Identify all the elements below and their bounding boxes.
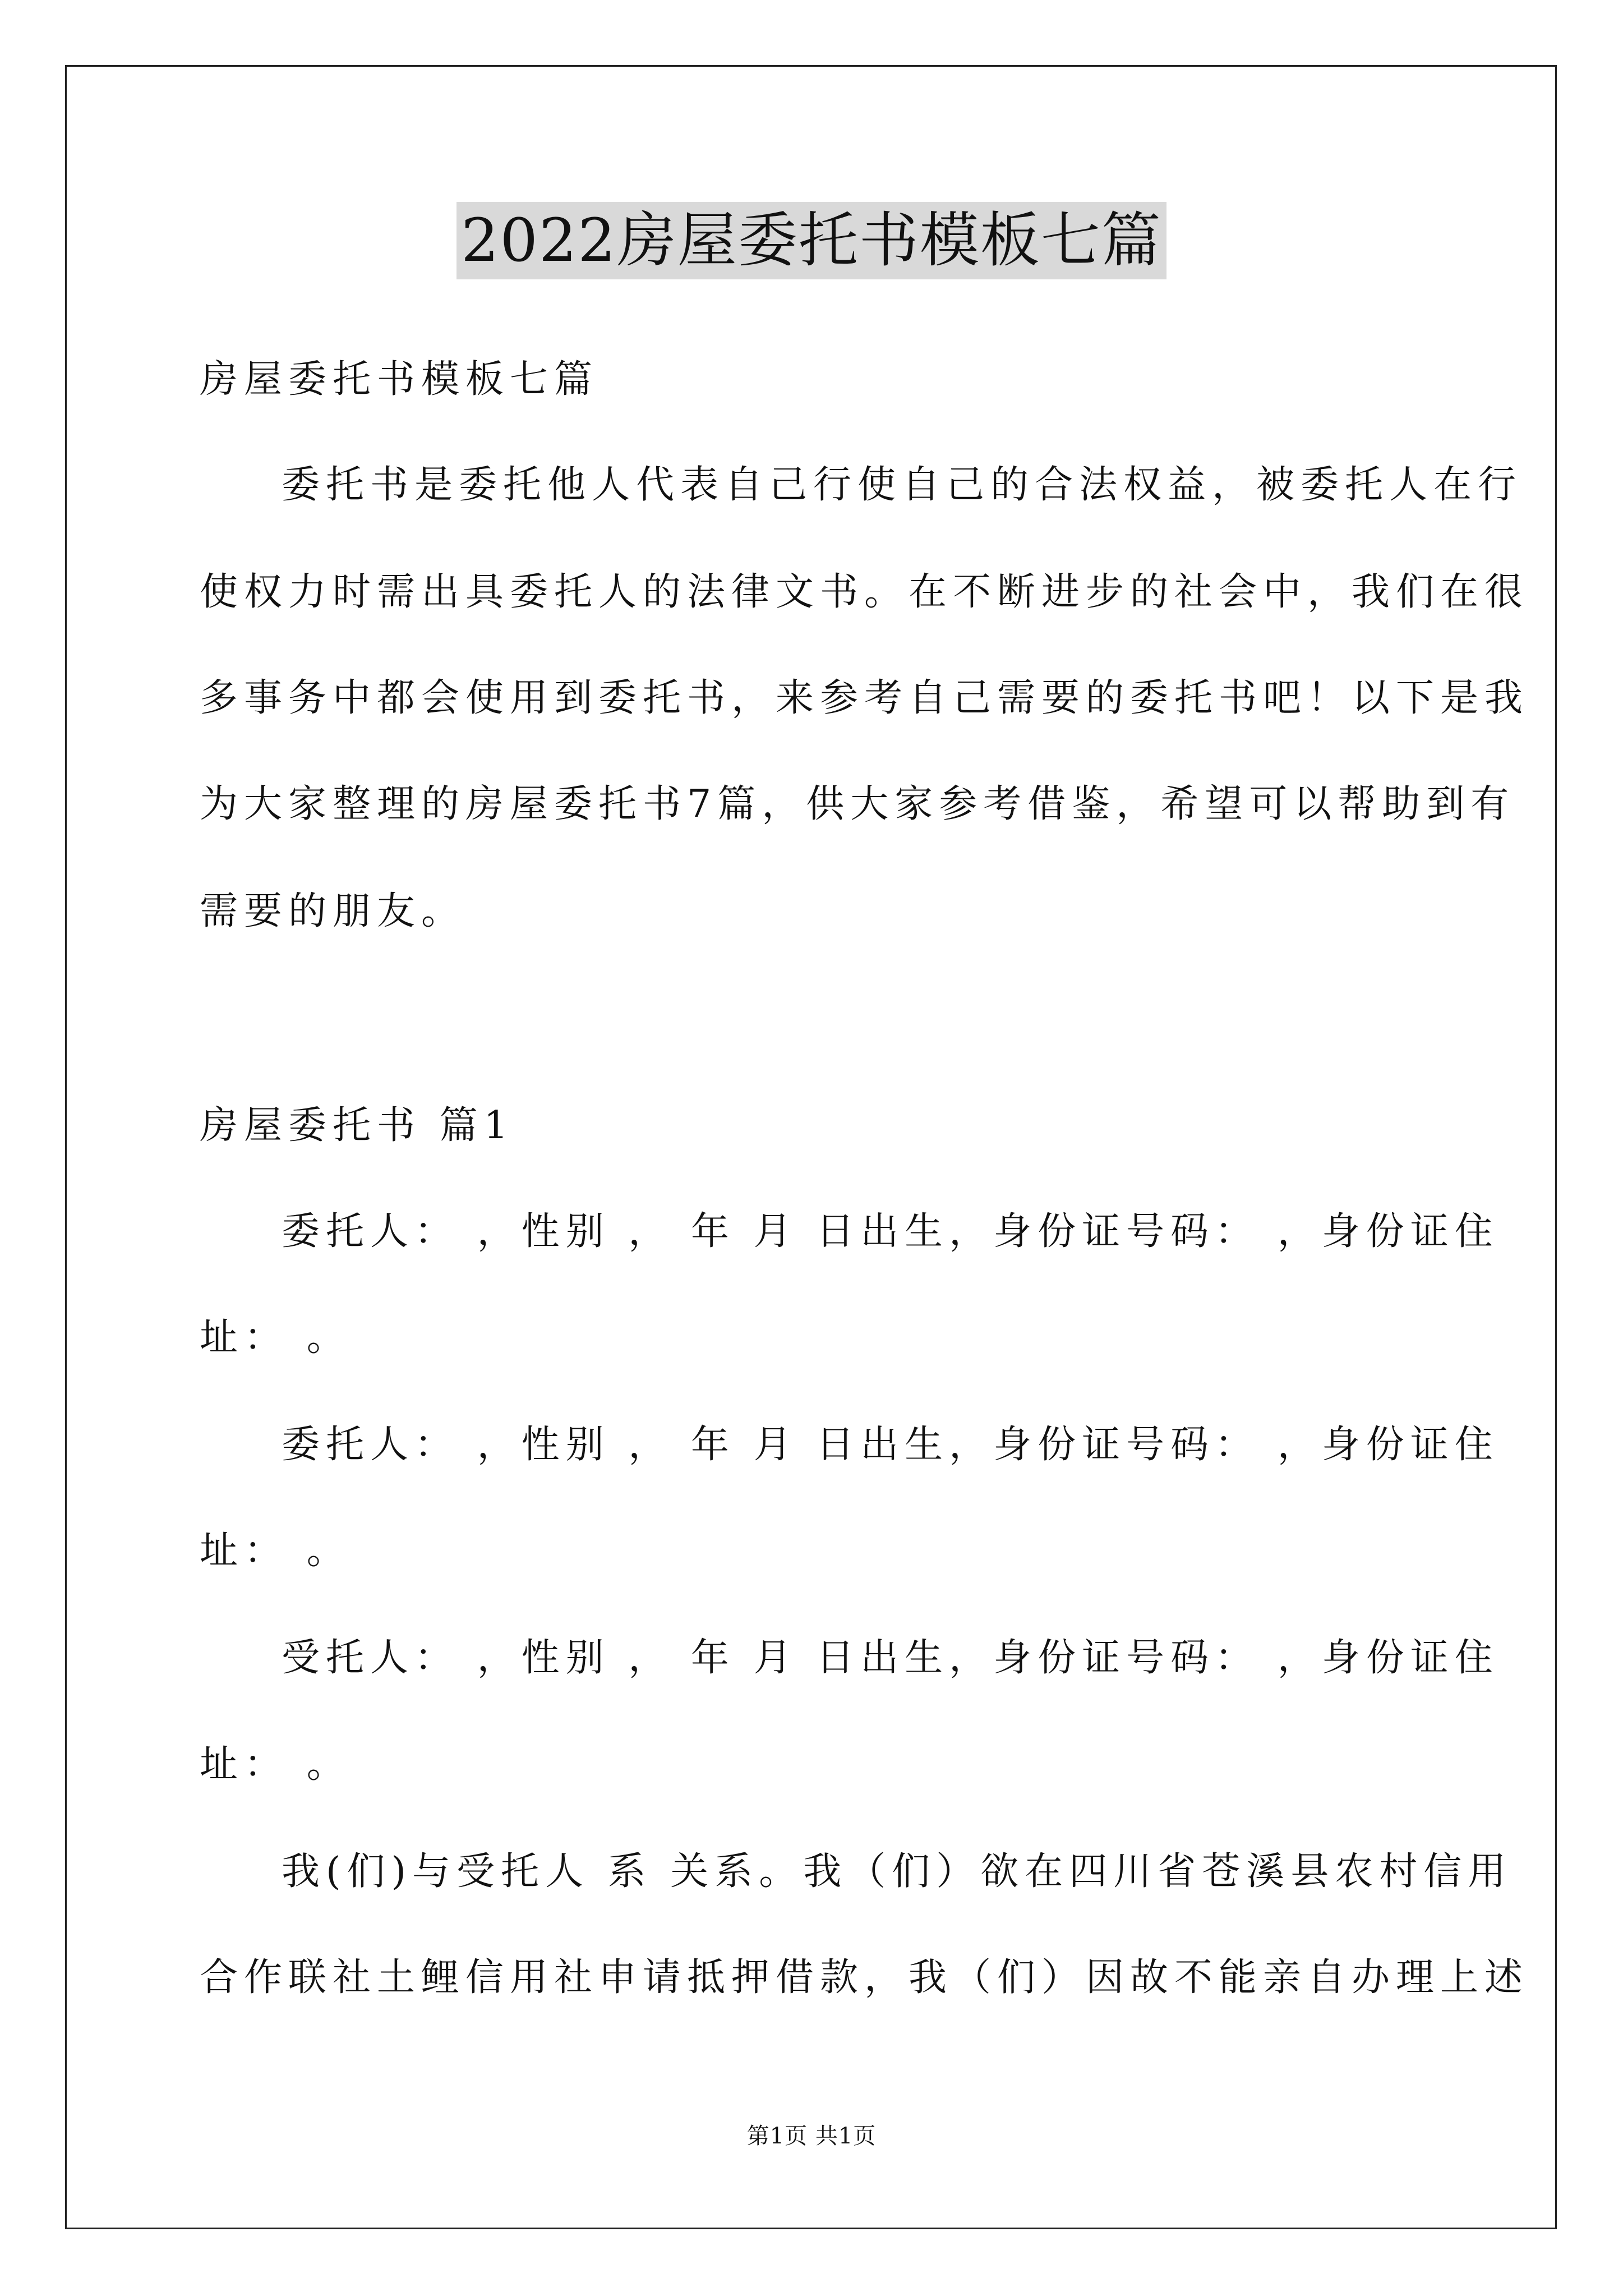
body-line: 址： 。 — [200, 1529, 351, 1573]
page-footer: 第1页 共1页 — [746, 2123, 877, 2149]
body-line: 委托人： ，性别 ， 年 月 日出生，身份证号码： ，身份证住 — [282, 1423, 1499, 1467]
body-line: 受托人： ，性别 ， 年 月 日出生，身份证号码： ，身份证住 — [282, 1636, 1499, 1680]
intro-paragraph-line: 委托书是委托他人代表自己行使自己的合法权益，被委托人在行 — [282, 463, 1523, 507]
intro-paragraph-line: 为大家整理的房屋委托书7篇，供大家参考借鉴，希望可以帮助到有 — [200, 782, 1515, 826]
body-line: 址： 。 — [200, 1742, 351, 1787]
document-title: 2022房屋委托书模板七篇 — [457, 202, 1166, 279]
body-line: 委托人： ，性别 ， 年 月 日出生，身份证号码： ，身份证住 — [282, 1209, 1499, 1254]
body-line: 址： 。 — [200, 1315, 351, 1360]
body-line: 我(们)与受托人 系 关系。我（们）欲在四川省苍溪县农村信用 — [282, 1849, 1513, 1894]
intro-paragraph-line: 需要的朋友。 — [200, 889, 466, 933]
intro-paragraph-line: 使权力时需出具委托人的法律文书。在不断进步的社会中，我们在很 — [200, 570, 1529, 614]
intro-paragraph-line: 多事务中都会使用到委托书，来参考自己需要的委托书吧！以下是我 — [200, 676, 1529, 720]
body-line: 合作联社土鲤信用社申请抵押借款，我（们）因故不能亲自办理上述 — [200, 1955, 1529, 2000]
document-subtitle: 房屋委托书模板七篇 — [200, 357, 599, 402]
section-heading: 房屋委托书 篇1 — [200, 1103, 514, 1148]
